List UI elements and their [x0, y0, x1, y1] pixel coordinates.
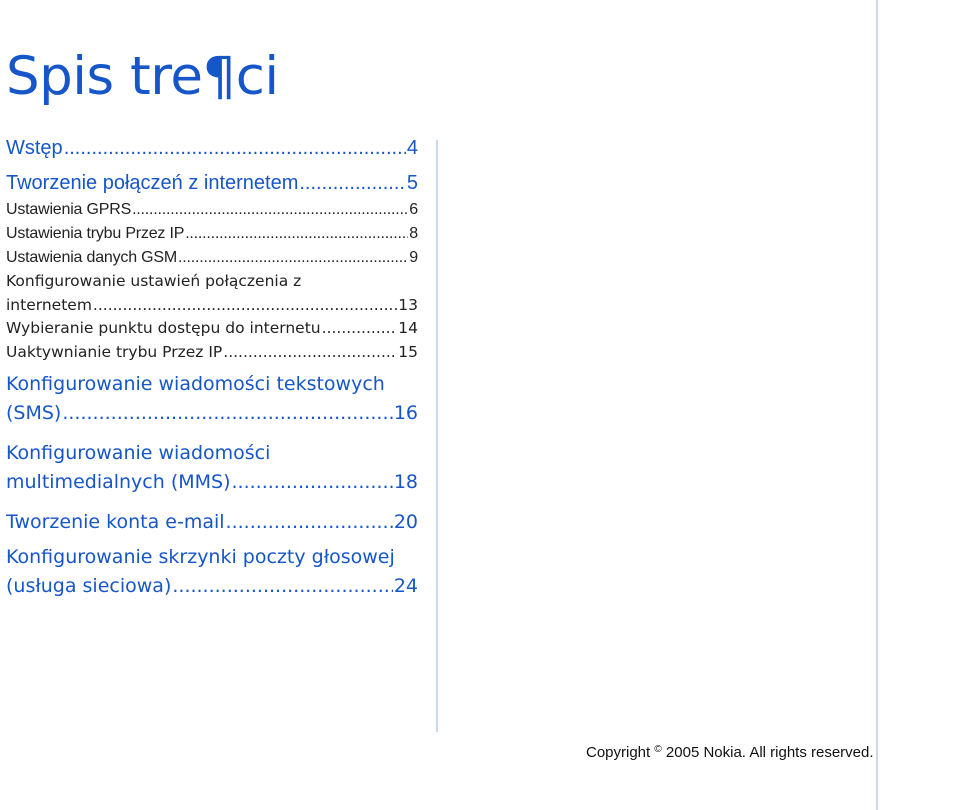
page-title: Spis tre¶ci: [6, 46, 279, 107]
toc-entry-text: Konfigurowanie wiadomości: [6, 442, 271, 464]
toc-page-number: 20: [393, 511, 418, 533]
toc-entry-text: Tworzenie konta e-mail: [6, 511, 225, 533]
toc-entry[interactable]: [6, 169, 418, 198]
divider-left: [436, 140, 438, 732]
toc-leader-dots: [223, 341, 397, 365]
copyright-suffix: 2005 Nokia. All rights reserved.: [665, 744, 874, 761]
toc-leader-dots: [62, 399, 392, 428]
toc-entry-text: (usługa sieciowa): [6, 575, 172, 597]
toc-leader-dots: [185, 222, 408, 246]
toc-page-number: 24: [393, 575, 418, 597]
toc-entry[interactable]: [6, 198, 418, 222]
toc-page-number: 13: [398, 295, 418, 314]
toc-page-number: 8: [409, 225, 418, 242]
toc-page-number: 6: [409, 201, 418, 218]
toc-entry-text: Ustawienia danych GSM: [6, 249, 177, 266]
toc-leader-dots: [178, 246, 408, 270]
toc-leader-dots: [232, 468, 393, 497]
toc-page-number: 14: [398, 319, 418, 337]
toc-entry[interactable]: [6, 270, 418, 317]
toc-entry-text: Konfigurowanie ustawień połączenia z: [6, 272, 302, 290]
copyright-symbol: ©: [654, 744, 662, 755]
toc-entry-text: Ustawienia GPRS: [6, 201, 132, 218]
toc-leader-dots: [172, 572, 392, 601]
toc-page-number: 18: [393, 471, 418, 493]
toc-leader-dots: [64, 134, 406, 163]
copyright-prefix: Copyright: [586, 744, 651, 761]
toc-entry-text: (SMS): [6, 402, 62, 424]
toc-entry[interactable]: [6, 439, 418, 497]
toc-leader-dots: [93, 294, 397, 318]
toc-entry-text: multimedialnych (MMS): [6, 471, 231, 493]
toc-entry[interactable]: [6, 317, 418, 341]
copyright-notice: [586, 744, 874, 761]
toc-entry-text: Wybieranie punktu dostępu do internetu: [6, 319, 321, 337]
toc-leader-dots: [299, 169, 406, 198]
toc-entry[interactable]: [6, 341, 418, 365]
toc-entry[interactable]: [6, 222, 418, 246]
toc-entry-text: Tworzenie połączeń z internetem: [6, 172, 299, 194]
toc-page-number: 4: [406, 137, 418, 159]
toc-leader-dots: [132, 198, 408, 222]
toc-page-number: 9: [409, 249, 418, 266]
table-of-contents: [6, 134, 418, 601]
toc-leader-dots: [322, 317, 398, 341]
toc-entry[interactable]: [6, 370, 418, 428]
toc-entry-text: Uaktywnianie trybu Przez IP: [6, 342, 223, 361]
toc-entry[interactable]: [6, 508, 418, 537]
toc-entry[interactable]: [6, 134, 418, 163]
toc-spacer: [6, 497, 418, 508]
toc-entry-text: Konfigurowanie skrzynki poczty głosowej: [6, 546, 395, 568]
toc-spacer: [6, 428, 418, 439]
toc-entry-text: Wstęp: [6, 137, 63, 159]
toc-entry[interactable]: [6, 543, 418, 601]
divider-right: [876, 0, 878, 810]
toc-entry[interactable]: [6, 246, 418, 270]
toc-leader-dots: [226, 508, 393, 537]
toc-entry-text: Konfigurowanie wiadomości tekstowych: [6, 373, 385, 395]
toc-entry-text: Ustawienia trybu Przez IP: [6, 225, 185, 242]
toc-entry-text: internetem: [6, 295, 92, 314]
toc-page-number: 16: [393, 402, 418, 424]
toc-page-number: 5: [406, 172, 418, 194]
toc-page-number: 15: [398, 342, 418, 361]
